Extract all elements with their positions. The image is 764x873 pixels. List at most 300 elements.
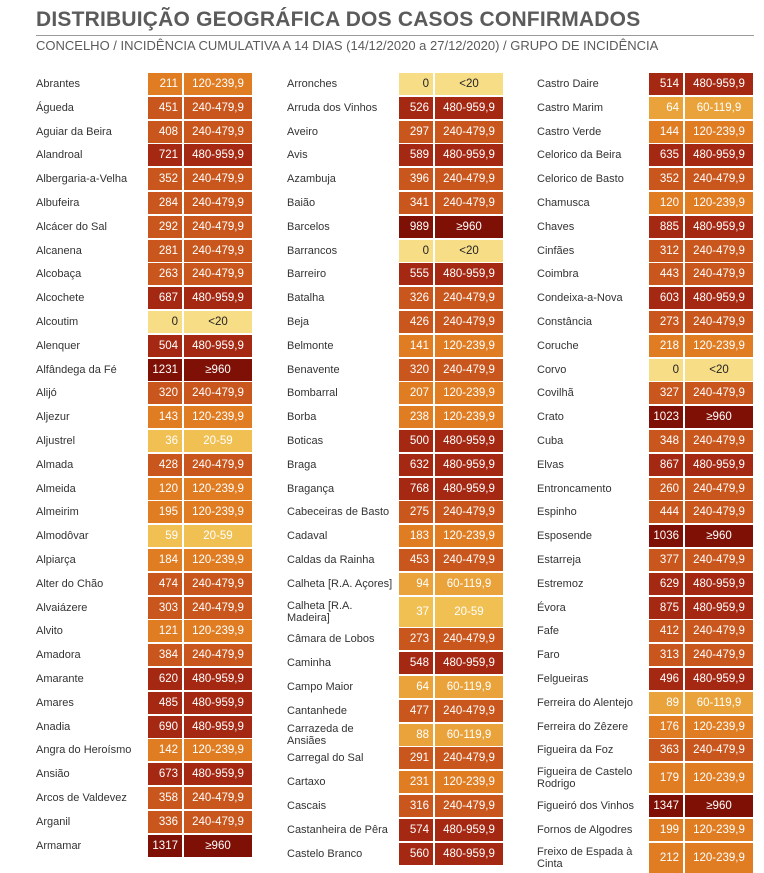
incidence-value: 195	[148, 501, 182, 523]
incidence-value: 348	[649, 430, 683, 452]
table-row	[537, 573, 753, 595]
incidence-group: 240-479,9	[685, 168, 753, 190]
table-row	[287, 724, 503, 746]
incidence-value: 474	[148, 573, 182, 595]
incidence-value: 313	[649, 644, 683, 666]
municipality-name: Felgueiras	[537, 673, 589, 685]
incidence-value: 1036	[649, 525, 683, 547]
incidence-group: 480-959,9	[435, 430, 503, 452]
incidence-value: 238	[399, 406, 433, 428]
municipality-name: Anadia	[36, 720, 71, 733]
incidence-group: 480-959,9	[685, 287, 753, 309]
municipality-name: Benavente	[287, 363, 340, 376]
table-row	[36, 668, 252, 690]
incidence-value: 199	[649, 819, 683, 841]
table-row	[36, 525, 252, 547]
municipality-name: Alcoutim	[36, 316, 79, 328]
incidence-value: 363	[649, 739, 683, 761]
municipality-name: Almodôvar	[36, 530, 89, 543]
incidence-group: 240-479,9	[184, 168, 252, 190]
incidence-value: 59	[148, 525, 182, 547]
municipality-name: Alcobaça	[36, 268, 82, 281]
incidence-value: 477	[399, 700, 433, 722]
table-row	[537, 144, 753, 166]
table-row	[36, 192, 252, 214]
municipality-name: Barrancos	[287, 244, 338, 257]
incidence-value: 428	[148, 454, 182, 476]
municipality-name: Celorico de Basto	[537, 173, 624, 186]
incidence-value: 589	[399, 144, 433, 166]
incidence-group: 240-479,9	[685, 549, 753, 571]
incidence-group: 120-239,9	[435, 382, 503, 404]
incidence-value: 297	[399, 121, 433, 143]
table-row	[287, 819, 503, 841]
municipality-name: Entroncamento	[537, 482, 612, 495]
municipality-name: Braga	[287, 458, 317, 471]
table-row	[287, 454, 503, 476]
table-row	[36, 240, 252, 262]
incidence-group: 240-479,9	[685, 501, 753, 523]
incidence-group: 480-959,9	[184, 287, 252, 309]
incidence-group: 480-959,9	[435, 652, 503, 674]
incidence-group: 240-479,9	[685, 311, 753, 333]
table-row	[537, 620, 753, 642]
incidence-group: 120-239,9	[184, 73, 252, 95]
incidence-value: 341	[399, 192, 433, 214]
municipality-name: Amarante	[36, 673, 84, 685]
table-row	[36, 644, 252, 666]
table-row	[36, 501, 252, 523]
table-row	[537, 359, 753, 381]
municipality-name: Bragança	[287, 482, 335, 495]
incidence-value: 291	[399, 747, 433, 769]
table-row	[287, 144, 503, 166]
table-row	[36, 620, 252, 642]
incidence-group: 60-119,9	[685, 692, 753, 714]
incidence-group: 240-479,9	[435, 700, 503, 722]
incidence-group: 240-479,9	[685, 644, 753, 666]
municipality-name: Calheta [R.A. Açores]	[287, 577, 393, 590]
table-row	[36, 359, 252, 381]
incidence-group: 120-239,9	[184, 739, 252, 761]
municipality-name: Aveiro	[287, 125, 318, 138]
municipality-name: Barcelos	[287, 220, 330, 233]
incidence-group: 240-479,9	[435, 311, 503, 333]
incidence-value: 273	[649, 311, 683, 333]
table-row	[537, 819, 753, 841]
municipality-name: Faro	[537, 649, 560, 662]
incidence-group: 120-239,9	[184, 620, 252, 642]
incidence-group: 120-239,9	[184, 478, 252, 500]
incidence-value: 88	[399, 724, 433, 746]
incidence-group: 480-959,9	[685, 668, 753, 690]
municipality-name: Almada	[36, 458, 74, 471]
table-row	[287, 795, 503, 817]
table-row	[287, 430, 503, 452]
table-row	[287, 628, 503, 650]
incidence-group: 120-239,9	[184, 549, 252, 571]
municipality-name: Fafe	[537, 625, 560, 638]
table-row	[537, 287, 753, 309]
table-row	[537, 716, 753, 738]
incidence-value: 179	[649, 763, 683, 793]
table-row	[287, 676, 503, 698]
incidence-group: 120-239,9	[685, 819, 753, 841]
municipality-name: Cadaval	[287, 530, 328, 543]
municipality-name: Abrantes	[36, 78, 81, 90]
incidence-value: 327	[649, 382, 683, 404]
municipality-name: Évora	[537, 601, 566, 614]
table-row	[287, 359, 503, 381]
table-row	[537, 240, 753, 262]
municipality-name: Boticas	[287, 435, 324, 447]
incidence-value: 207	[399, 382, 433, 404]
municipality-name: Almeida	[36, 482, 76, 495]
incidence-group: 480-959,9	[184, 692, 252, 714]
table-row	[537, 795, 753, 817]
incidence-group: 240-479,9	[435, 359, 503, 381]
incidence-value: 320	[399, 359, 433, 381]
municipality-name: Fornos de Algodres	[537, 823, 633, 836]
municipality-name: Angra do Heroísmo	[36, 744, 132, 757]
incidence-group: 120-239,9	[435, 771, 503, 793]
incidence-value: 0	[399, 240, 433, 262]
incidence-value: 555	[399, 263, 433, 285]
municipality-name: Bombarral	[287, 387, 338, 400]
incidence-group: 120-239,9	[685, 121, 753, 143]
incidence-value: 64	[399, 676, 433, 698]
incidence-group: 120-239,9	[685, 763, 753, 793]
table-row	[36, 692, 252, 714]
table-row	[537, 406, 753, 428]
incidence-group: 240-479,9	[685, 478, 753, 500]
incidence-group: 240-479,9	[184, 454, 252, 476]
incidence-group: ≥960	[184, 835, 252, 857]
municipality-name: Covilhã	[537, 387, 574, 400]
table-row	[537, 692, 753, 714]
municipality-name: Cascais	[287, 800, 327, 812]
municipality-name: Condeixa-a-Nova	[537, 292, 623, 305]
incidence-group: 120-239,9	[685, 843, 753, 873]
incidence-group: 120-239,9	[184, 406, 252, 428]
incidence-value: 120	[148, 478, 182, 500]
incidence-value: 485	[148, 692, 182, 714]
incidence-value: 1023	[649, 406, 683, 428]
municipality-name: Alvaiázere	[36, 601, 88, 614]
incidence-group: ≥960	[435, 216, 503, 238]
incidence-group: 20-59	[184, 525, 252, 547]
incidence-value: 0	[649, 359, 683, 381]
incidence-value: 176	[649, 716, 683, 738]
incidence-group: <20	[685, 359, 753, 381]
incidence-value: 352	[148, 168, 182, 190]
incidence-group: 240-479,9	[685, 739, 753, 761]
incidence-group: 240-479,9	[435, 747, 503, 769]
incidence-value: 721	[148, 144, 182, 166]
incidence-group: ≥960	[685, 795, 753, 817]
municipality-name: Castro Verde	[537, 125, 602, 138]
table-row	[36, 716, 252, 738]
incidence-value: 620	[148, 668, 182, 690]
incidence-value: 496	[649, 668, 683, 690]
municipality-name: Castro Marim	[537, 101, 604, 114]
table-row	[287, 597, 503, 627]
table-row	[287, 843, 503, 865]
municipality-name: Carrazeda de Ansiães	[287, 722, 354, 747]
table-row	[537, 478, 753, 500]
incidence-group: 240-479,9	[184, 573, 252, 595]
municipality-name: Estremoz	[537, 577, 584, 590]
incidence-value: 875	[649, 597, 683, 619]
municipality-name: Baião	[287, 197, 316, 209]
incidence-group: 480-959,9	[435, 97, 503, 119]
municipality-name: Crato	[537, 411, 564, 424]
table-row	[36, 168, 252, 190]
page-title: DISTRIBUIÇÃO GEOGRÁFICA DOS CASOS CONFIRMADOS	[36, 8, 641, 31]
incidence-group: 240-479,9	[184, 97, 252, 119]
incidence-group: 480-959,9	[435, 843, 503, 865]
municipality-name: Arruda dos Vinhos	[287, 101, 378, 114]
incidence-group: 240-479,9	[184, 121, 252, 143]
incidence-value: 184	[148, 549, 182, 571]
incidence-value: 408	[148, 121, 182, 143]
incidence-value: 514	[649, 73, 683, 95]
incidence-value: 603	[649, 287, 683, 309]
municipality-name: Coimbra	[537, 268, 579, 281]
municipality-name: Chaves	[537, 220, 575, 233]
municipality-name: Constância	[537, 316, 593, 328]
table-row	[36, 216, 252, 238]
incidence-group: 480-959,9	[685, 454, 753, 476]
table-row	[36, 263, 252, 285]
incidence-group: ≥960	[184, 359, 252, 381]
incidence-value: 989	[399, 216, 433, 238]
incidence-group: 240-479,9	[184, 216, 252, 238]
municipality-name: Aljustrel	[36, 435, 76, 447]
incidence-group: 480-959,9	[184, 335, 252, 357]
table-row	[36, 478, 252, 500]
table-row	[537, 430, 753, 452]
table-row	[537, 168, 753, 190]
incidence-group: 240-479,9	[184, 263, 252, 285]
incidence-value: 453	[399, 549, 433, 571]
municipality-name: Aguiar da Beira	[36, 125, 112, 138]
municipality-name: Borba	[287, 411, 317, 424]
incidence-value: 444	[649, 501, 683, 523]
municipality-name: Castanheira de Pêra	[287, 823, 388, 836]
table-row	[537, 525, 753, 547]
incidence-value: 336	[148, 811, 182, 833]
municipality-name: Celorico da Beira	[537, 149, 622, 162]
table-row	[287, 700, 503, 722]
table-row	[537, 216, 753, 238]
incidence-value: 303	[148, 597, 182, 619]
incidence-value: 320	[148, 382, 182, 404]
municipality-name: Castro Daire	[537, 78, 599, 90]
municipality-name: Alijó	[36, 387, 57, 400]
incidence-value: 212	[649, 843, 683, 873]
municipality-name: Alandroal	[36, 149, 83, 162]
incidence-group: 240-479,9	[184, 240, 252, 262]
table-row	[287, 652, 503, 674]
table-row	[537, 763, 753, 793]
incidence-value: 218	[649, 335, 683, 357]
incidence-group: 240-479,9	[184, 382, 252, 404]
incidence-group: 480-959,9	[435, 454, 503, 476]
table-row	[287, 263, 503, 285]
table-row	[287, 121, 503, 143]
municipality-name: Batalha	[287, 292, 325, 305]
table-row	[36, 97, 252, 119]
incidence-value: 121	[148, 620, 182, 642]
incidence-value: 504	[148, 335, 182, 357]
incidence-group: 480-959,9	[435, 144, 503, 166]
municipality-name: Campo Maior	[287, 681, 354, 693]
table-row	[537, 73, 753, 95]
table-row	[287, 240, 503, 262]
municipality-name: Esposende	[537, 530, 593, 543]
incidence-group: 60-119,9	[435, 573, 503, 595]
incidence-value: 275	[399, 501, 433, 523]
incidence-group: 120-239,9	[685, 335, 753, 357]
incidence-value: 412	[649, 620, 683, 642]
incidence-group: 120-239,9	[435, 335, 503, 357]
municipality-name: Figueira da Foz	[537, 744, 614, 757]
incidence-group: 120-239,9	[685, 192, 753, 214]
table-row	[287, 525, 503, 547]
incidence-group: 120-239,9	[435, 406, 503, 428]
incidence-value: 690	[148, 716, 182, 738]
incidence-value: 183	[399, 525, 433, 547]
municipality-name: Alpiarça	[36, 554, 76, 566]
incidence-value: 231	[399, 771, 433, 793]
table-row	[537, 668, 753, 690]
municipality-name: Ferreira do Alentejo	[537, 696, 633, 709]
municipality-name: Arcos de Valdevez	[36, 792, 127, 804]
table-row	[36, 335, 252, 357]
incidence-group: 480-959,9	[184, 668, 252, 690]
incidence-value: 629	[649, 573, 683, 595]
incidence-group: 240-479,9	[685, 382, 753, 404]
incidence-value: 144	[649, 121, 683, 143]
incidence-value: 384	[148, 644, 182, 666]
incidence-group: 240-479,9	[685, 620, 753, 642]
municipality-name: Espinho	[537, 506, 577, 519]
incidence-group: 480-959,9	[685, 597, 753, 619]
incidence-value: 768	[399, 478, 433, 500]
incidence-value: 36	[148, 430, 182, 452]
table-row	[287, 747, 503, 769]
incidence-value: 426	[399, 311, 433, 333]
municipality-name: Caminha	[287, 657, 332, 670]
incidence-group: 240-479,9	[435, 628, 503, 650]
municipality-name: Arronches	[287, 78, 338, 90]
municipality-name: Calheta [R.A. Madeira]	[287, 599, 353, 624]
table-row	[36, 454, 252, 476]
incidence-group: 60-119,9	[435, 676, 503, 698]
table-row	[287, 478, 503, 500]
table-row	[537, 843, 753, 873]
table-row	[537, 121, 753, 143]
municipality-name: Alfândega da Fé	[36, 363, 117, 376]
municipality-name: Arganil	[36, 815, 71, 828]
incidence-value: 1231	[148, 359, 182, 381]
municipality-name: Alcochete	[36, 292, 85, 305]
municipality-name: Belmonte	[287, 339, 334, 352]
table-row	[36, 121, 252, 143]
incidence-group: 480-959,9	[685, 144, 753, 166]
municipality-name: Albergaria-a-Velha	[36, 173, 128, 186]
incidence-group: ≥960	[685, 406, 753, 428]
table-row	[287, 311, 503, 333]
table-row	[287, 97, 503, 119]
incidence-value: 89	[649, 692, 683, 714]
table-row	[287, 573, 503, 595]
incidence-group: 60-119,9	[435, 724, 503, 746]
table-row	[36, 287, 252, 309]
incidence-group: 20-59	[435, 597, 503, 627]
table-row	[537, 739, 753, 761]
table-row	[36, 430, 252, 452]
municipality-name: Caldas da Rainha	[287, 554, 375, 566]
incidence-value: 0	[399, 73, 433, 95]
incidence-value: 352	[649, 168, 683, 190]
municipality-name: Azambuja	[287, 173, 336, 186]
table-row	[287, 549, 503, 571]
incidence-value: 142	[148, 739, 182, 761]
incidence-group: 480-959,9	[685, 573, 753, 595]
municipality-name: Avis	[287, 149, 308, 162]
incidence-value: 635	[649, 144, 683, 166]
incidence-value: 574	[399, 819, 433, 841]
incidence-value: 443	[649, 263, 683, 285]
table-row	[537, 335, 753, 357]
municipality-name: Ferreira do Zêzere	[537, 720, 629, 733]
incidence-group: 240-479,9	[685, 263, 753, 285]
page-subtitle: CONCELHO / INCIDÊNCIA CUMULATIVA A 14 DIAS (14/12/2020 a 27/12/2020) / GRUPO DE INCIDÊNCIA	[36, 38, 659, 53]
incidence-group: 240-479,9	[685, 430, 753, 452]
incidence-value: 1347	[649, 795, 683, 817]
table-row	[537, 192, 753, 214]
incidence-value: 885	[649, 216, 683, 238]
incidence-group: 480-959,9	[685, 216, 753, 238]
incidence-group: 240-479,9	[685, 240, 753, 262]
incidence-value: 273	[399, 628, 433, 650]
table-row	[287, 501, 503, 523]
incidence-value: 143	[148, 406, 182, 428]
municipality-name: Cuba	[537, 435, 564, 447]
incidence-group: 120-239,9	[685, 716, 753, 738]
incidence-value: 358	[148, 787, 182, 809]
table-row	[287, 168, 503, 190]
incidence-value: 141	[399, 335, 433, 357]
table-row	[537, 644, 753, 666]
municipality-name: Albufeira	[36, 197, 80, 209]
municipality-name: Águeda	[36, 101, 74, 114]
table-row	[36, 73, 252, 95]
table-row	[537, 382, 753, 404]
municipality-name: Beja	[287, 316, 310, 328]
incidence-group: 480-959,9	[685, 73, 753, 95]
incidence-value: 37	[399, 597, 433, 627]
table-row	[36, 597, 252, 619]
table-row	[36, 763, 252, 785]
incidence-group: 480-959,9	[435, 263, 503, 285]
municipality-name: Alvito	[36, 625, 63, 638]
municipality-name: Almeirim	[36, 506, 79, 519]
incidence-group: 480-959,9	[435, 478, 503, 500]
incidence-value: 263	[148, 263, 182, 285]
